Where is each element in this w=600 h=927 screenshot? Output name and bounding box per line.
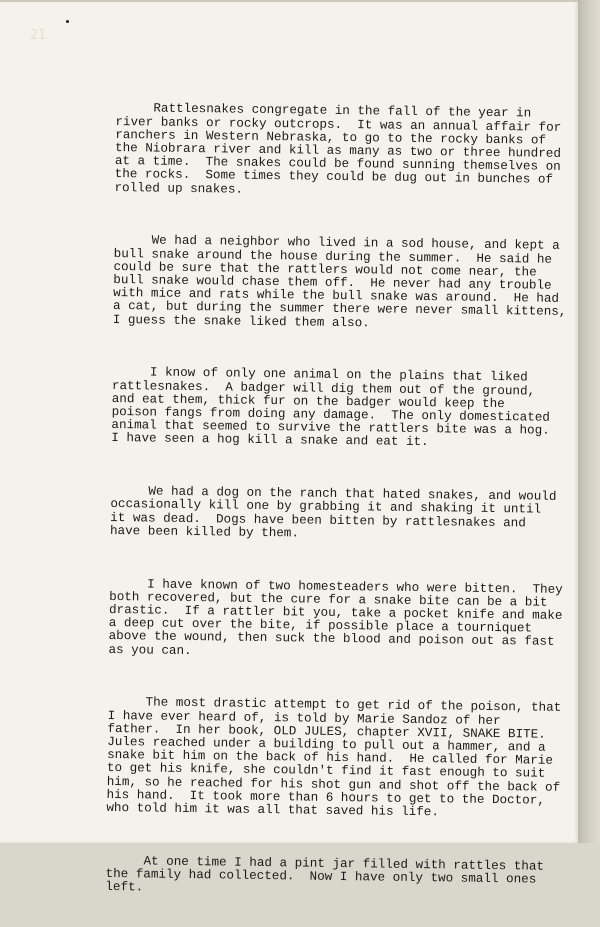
paragraph-rattlesnakes-congregate: Rattlesnakes congregate in the fall of the year in river banks or rocky outcrops. It was an annual affair for ranchers in Western Nebraska, to go to the rocky banks of the Niobrara river and kill as many as two or three hundred at a time. The snakes could be found sunning themselves on the rocks. Some times they could be dug out in bunches of rolled up snakes. — [114, 101, 562, 197]
paragraph-pint-jar: At one time I had a pint jar filled with rattles that the family had collected. Now I have only two small ones left. — [105, 853, 545, 895]
paragraph-dog: We had a dog on the ranch that hated snakes, and would occasionally kill one by grabbing it and shaking it until it was dead. Dogs have been bitten by rattlesnakes and have been killed by them. — [109, 484, 557, 541]
paragraph-homesteaders: I have known of two homesteaders who were bitten. They both recovered, but the cure for a snake bite can be a bit drastic. If a rattler bit you, take a pocket knife and make a deep cut over the bite, if possible place a tourniquet above the wound, then suck the blood and poison out as fast as you can. — [108, 576, 563, 658]
typed-body-text — [105, 76, 582, 927]
scan-binding-edge — [578, 0, 600, 843]
paragraph-old-jules: The most drastic attempt to get rid of the poison, that I have ever heard of, is told by Marie Sandoz of her father. In her book, OLD JULES, chapter XVII, SNAKE BITE. Jules reached under a building to pull out a hammer, and a snake bit him on the back of his hand. He called for Marie to get his knife, she couldn't find it fast enough to suit him, so he reached for his shot gun and shot off the back of his hand. It took more than 6 hours to get to the Doctor, who told him it was all that saved his life. — [106, 695, 562, 820]
page-number-ghost: 21 — [30, 28, 46, 43]
paragraph-bull-snake: We had a neighbor who lived in a sod house, and kept a bull snake around the house during the summer. He said he could be sure that the rattlers would not come near, the bull snake would chase them off. He never had any trouble with mice and rats while the bull snake was around. He had a cat, but during the summer there were never small kittens, I guess the snake liked them also. — [112, 233, 567, 330]
stray-dot-mark — [66, 20, 69, 23]
top-edge-line — [0, 0, 578, 2]
paragraph-badger: I know of only one animal on the plains that liked rattlesnakes. A badger will dig them out of the ground, and eat them, thick fur on the badger would keep the poison fangs from doing any damage. The only domesticated animal that seemed to survive the rattlers bite was a hog. I have seen a hog kill a snake and eat it. — [111, 365, 550, 450]
